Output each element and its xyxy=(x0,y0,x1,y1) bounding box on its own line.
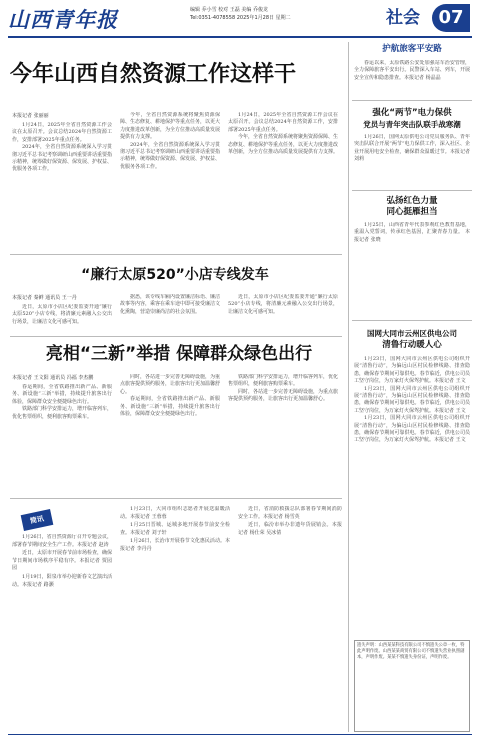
page-number: 07 xyxy=(432,4,470,32)
article1-headline: 今年山西自然资源工作这样干 xyxy=(10,62,297,87)
bottom-rule xyxy=(8,734,472,735)
article3-para: 春运期间，全省铁路推出新产品、新服务、新设施“三新”举措，持续提升旅客出行体验，保障群众安全便捷绿色出行。 xyxy=(12,384,112,405)
article3-col2 xyxy=(120,374,220,494)
article3-byline: 本报记者 王文阳 通讯员 冯福 李杰鹏 xyxy=(12,375,94,381)
brief-item: 1月26日，省自然资源厅召开专题会议，部署春节期间安全生产工作。本报记者 赵涛 xyxy=(12,534,112,548)
sidebar-story3-text: 1月25日，山西省青年代表参观红色教育基地，重温入党誓词，传承红色基因，汇聚青春力量。 本报记者 张晓 xyxy=(354,222,470,243)
divider xyxy=(10,336,342,337)
sidebar-story4-headline2: 清鲁行动暖人心 xyxy=(382,340,442,350)
article2-byline: 本报记者 秦鲜 通讯员 王一丹 xyxy=(12,295,77,301)
article3-para: 同时，各站进一步完善无障碍设施，为重点旅客提供预约服务，让旅客出行更加温馨舒心。 xyxy=(228,388,338,403)
briefs-label: 简讯 xyxy=(21,509,54,531)
article1-col3 xyxy=(228,112,338,248)
section-name: 社会 xyxy=(386,8,420,28)
article1-para: 1月24日，2025年全省自然资源工作会议在太原召开。会议总结2024年自然资源工作，安排部署2025年重点任务。 xyxy=(228,112,338,133)
sidebar-story2-body xyxy=(354,134,470,188)
sidebar-story4-text: 1月23日，国网大同市云州区供电公司组织开展“清鲁行动”，为偏远山区村民检修线路、排查隐患，确保春节期间可靠供电。春节临近，供电公司员工坚守岗位，为万家灯火保驾护航。本报记者 王文 xyxy=(354,385,470,414)
article2-para: 据悉，该专线车厢内设置廉洁标语、廉洁故事等内容，乘客在乘车途中即可接受廉洁文化熏陶，营造崇廉尚洁的社会氛围。 xyxy=(120,294,220,315)
article2-col1 xyxy=(12,304,112,334)
sidebar-story4-text: 1月23日，国网大同市云州区供电公司组织开展“清鲁行动”，为偏远山区村民检修线路、排查隐患，确保春节期间可靠供电。春节临近，供电公司员工坚守岗位，为万家灯火保驾护航。本报记者 王文 xyxy=(354,356,470,385)
sidebar-story4-body xyxy=(354,356,470,634)
sidebar-story1-text: 春运以来，太原铁路公安处加强站车治安管理，全力保障旅客平安出行。民警深入车站、列车，开展安全宣传和隐患排查。本报记者 杨晶晶 xyxy=(354,60,470,81)
article3-col3 xyxy=(228,374,338,494)
article1-para: 今年，全省自然资源系统将聚焦资源保障、生态修复、耕地保护等重点任务，以更大力度推进改革创新，为全方位推动高质量发展提供有力支撑。 xyxy=(228,134,338,156)
masthead xyxy=(8,4,126,36)
brief-item: 近日，太原市开展春节前市场检查，确保节日期间市场秩序平稳有序。本报记者 贾园园 xyxy=(12,550,112,572)
article2-para: 近日，太原市小店区纪委监委开通“廉行太原520”小店专线，将清廉元素融入公交出行场景，让廉洁文化可感可知。 xyxy=(12,304,112,325)
article2-para: 近日，太原市小店区纪委监委开通“廉行太原520”小店专线，将清廉元素融入公交出行场景，让廉洁文化可感可知。 xyxy=(228,294,338,315)
divider xyxy=(352,100,472,101)
article1-para: 今年，全省自然资源系统将聚焦资源保障、生态修复、耕地保护等重点任务，以更大力度推进改革创新，为全方位推动高质量发展提供有力支撑。 xyxy=(120,112,220,141)
sidebar-story3-headline1: 弘扬红色力量 xyxy=(386,196,438,206)
article2-col2 xyxy=(120,294,220,334)
header-meta xyxy=(190,6,380,32)
sidebar-story3-body xyxy=(354,222,470,316)
sidebar-story4-headline1: 国网大同市云州区供电公司 xyxy=(367,329,457,338)
sidebar-story3-headline2: 同心挺雁担当 xyxy=(386,207,438,217)
notice-text: 遗失声明：山西某某科技有限公司不慎遗失公章一枚，特此声明作废。山西某某商贸有限公司不慎遗失营业执照副本，声明作废。某某不慎遗失身份证，声明作废。 xyxy=(357,643,465,661)
date-line: Tel:0351-4078558 2025年1月28日 星期二 xyxy=(190,15,291,21)
sidebar-story2-headline2: 党员与青年突击队联手战寒潮 xyxy=(363,120,461,129)
divider xyxy=(10,498,342,499)
article1-col1 xyxy=(12,122,112,248)
article3-para: 同时，各站进一步完善无障碍设施，为重点旅客提供预约服务，让旅客出行更加温馨舒心。 xyxy=(120,374,220,395)
brief-item: 1月19日，阳泉市举办迎新春文艺演出活动。本报记者 路灏 xyxy=(12,573,112,588)
article3-para: 春运期间，全省铁路推出新产品、新服务、新设施“三新”举措，持续提升旅客出行体验，保障群众安全便捷绿色出行。 xyxy=(120,396,220,418)
briefs-col1 xyxy=(12,534,112,730)
article1-byline: 本报记者 张丽丽 xyxy=(12,113,49,119)
brief-item: 1月23日，大同市组织志愿者开展送温暖活动。本报记者 王蓉蓉 xyxy=(120,506,230,520)
header-rule xyxy=(8,36,472,38)
briefs-col2 xyxy=(120,506,230,730)
masthead-logo: 山西青年报 xyxy=(8,7,118,32)
article1-para: 2024年，全省自然资源系统深入学习贯彻习近平总书记考察调研山西重要讲话重要指示精神，统筹做好保资源、保发展、护权益、优服务各项工作。 xyxy=(120,141,220,170)
brief-item: 1月26日，长治市开展春节文化惠民活动。本报记者 李丹丹 xyxy=(120,538,230,552)
article3-para: 铁路部门科学安排运力，增开临客列车，优化售票组织，便利旅客购票乘车。 xyxy=(228,374,338,388)
divider xyxy=(352,190,472,191)
divider xyxy=(352,320,472,321)
article1-para: 1月24日，2025年全省自然资源工作会议在太原召开。会议总结2024年自然资源工作，安排部署2025年重点任务。 xyxy=(12,122,112,143)
sidebar-story4-text: 1月23日，国网大同市云州区供电公司组织开展“清鲁行动”，为偏远山区村民检修线路、排查隐患，确保春节期间可靠供电。春节临近，供电公司员工坚守岗位，为万家灯火保驾护航。本报记者 王文 xyxy=(354,415,470,444)
brief-item: 近日，临汾市举办非遗年货展销会。本报记者 杨仕荣 吴冰倩 xyxy=(238,522,342,536)
sidebar-story1-headline: 护航旅客平安路 xyxy=(382,44,442,54)
divider xyxy=(10,254,342,255)
article3-col1 xyxy=(12,384,112,494)
article2-headline: “廉行太原520”小店专线发车 xyxy=(81,267,269,283)
editor-line: 编辑 乔小雪 校对 王磊 美编 乔俊龙 xyxy=(190,7,268,13)
briefs-col3 xyxy=(238,506,342,730)
sidebar-story1-body xyxy=(354,60,470,96)
article1-para: 2024年，全省自然资源系统深入学习贯彻习近平总书记考察调研山西重要讲话重要指示精神，统筹做好保资源、保发展、护权益、优服务各项工作。 xyxy=(12,144,112,173)
article1-col2 xyxy=(120,112,220,248)
sidebar-divider xyxy=(348,42,349,732)
article3-para: 铁路部门科学安排运力，增开临客列车，优化售票组织，便利旅客购票乘车。 xyxy=(12,406,112,420)
article3-headline: 亮相“三新”举措 保障群众绿色出行 xyxy=(45,344,313,364)
brief-item: 1月25日晋城、运城多地开展春节前安全检查。本报记者 刘子轩 xyxy=(120,522,230,536)
article2-col3 xyxy=(228,294,338,334)
notice-box xyxy=(354,640,470,732)
sidebar-story2-text: 1月26日，国网太原供电公司党员服务队、青年突击队联合开展“两节”电力保供工作，深入社区、企业开展用电安全检查，确保群众温暖过节。本报记者 刘莉 xyxy=(354,134,470,163)
brief-item: 近日，省消防救援总队部署春节期间消防安全工作。本报记者 杨雪英 xyxy=(238,506,342,520)
sidebar-story2-headline1: 强化“两节”电力保供 xyxy=(372,108,452,118)
